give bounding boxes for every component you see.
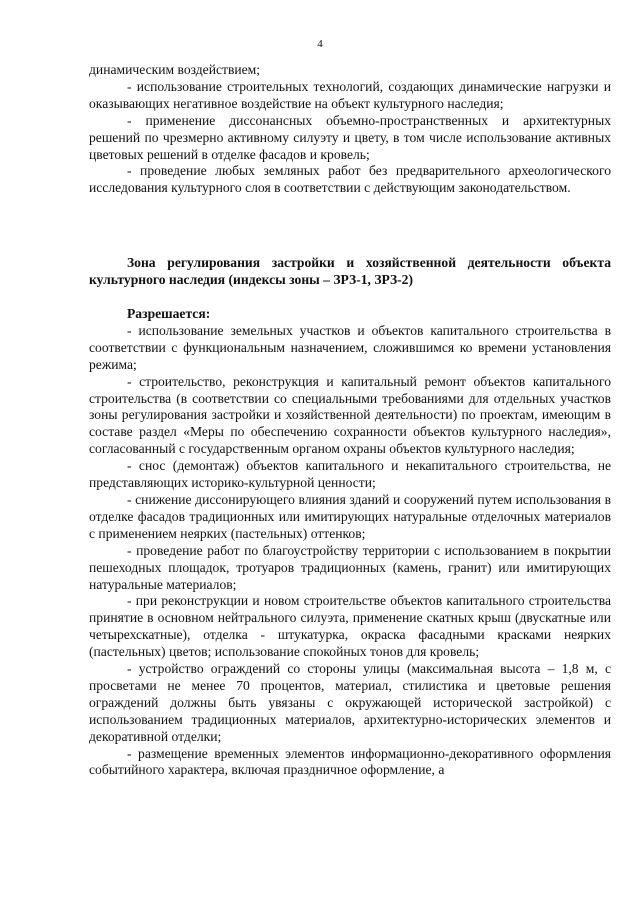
list-item: - снос (демонтаж) объектов капитального и некапитального строительства, не представляющих историко-культурной ценности;	[89, 458, 611, 491]
list-item: - при реконструкции и новом строительстве объектов капитального строительства принятие в основном нейтрального силуэта, применение скатных крыш (двускатные или четырехскатные), отделка - штукатурка, окраска фасадными красками неярких (пастельных) цветов; использование спокойных тонов для кровель;	[89, 593, 611, 660]
zone-section	[89, 255, 611, 289]
paragraph: - проведение любых земляных работ без предварительного археологического исследования культурного слоя в соответствии с действующим законодательством.	[89, 163, 611, 196]
paragraph: - применение диссонансных объемно-пространственных и архитектурных решений по чрезмерно активному силуэту и цвету, в том числе использование активных цветовых решений в отделке фасадов и кровель;	[89, 112, 611, 162]
list-item: - строительство, реконструкция и капитальный ремонт объектов капитального строительства (в соответствии со специальными требованиями для отдельных участков зоны регулирования застройки и хозяйственной деятельности) по проектам, имеющим в составе раздел «Меры по обеспечению сохранности объектов культурного наследия», согласованный с государственным органом охраны объектов культурного наследия;	[89, 373, 611, 457]
paragraph: - использование строительных технологий, создающих динамические нагрузки и оказывающих негативное воздействие на объект культурного наследия;	[89, 78, 611, 111]
top-section	[89, 62, 611, 197]
zone-heading: Зона регулирования застройки и хозяйственной деятельности объекта культурного наследия (индексы зоны – ЗРЗ-1, ЗРЗ-2)	[89, 255, 611, 287]
allowed-section	[89, 306, 611, 779]
list-item: - размещение временных элементов информационно-декоративного оформления событийного характера, включая праздничное оформление, а	[89, 745, 611, 778]
page-number: 4	[317, 38, 323, 50]
allowed-heading: Разрешается:	[127, 306, 211, 321]
list-item: - проведение работ по благоустройству территории с использованием в покрытии пешеходных площадок, тротуаров традиционных (камень, гранит) или имитирующих натуральные материалов;	[89, 542, 611, 592]
paragraph: динамическим воздействием;	[89, 62, 261, 77]
list-item: - устройство ограждений со стороны улицы (максимальная высота – 1,8 м, с просветами не менее 70 процентов, материал, стилистика и цветовые решения ограждений должны быть увязаны с окружающей исторической застройкой) с использованием традиционных материалов, архитектурно-исторических элементов и декоративной отделки;	[89, 661, 611, 744]
list-item: - использование земельных участков и объектов капитального строительства в соответствии с функциональным назначением, сложившимся ко времени установления режима;	[89, 322, 611, 372]
list-item: - снижение диссонирующего влияния зданий и сооружений путем использования в отделке фасадов традиционных или имитирующих натуральные отделочных материалов с применением неярких (пастельных) оттенков;	[89, 491, 611, 541]
